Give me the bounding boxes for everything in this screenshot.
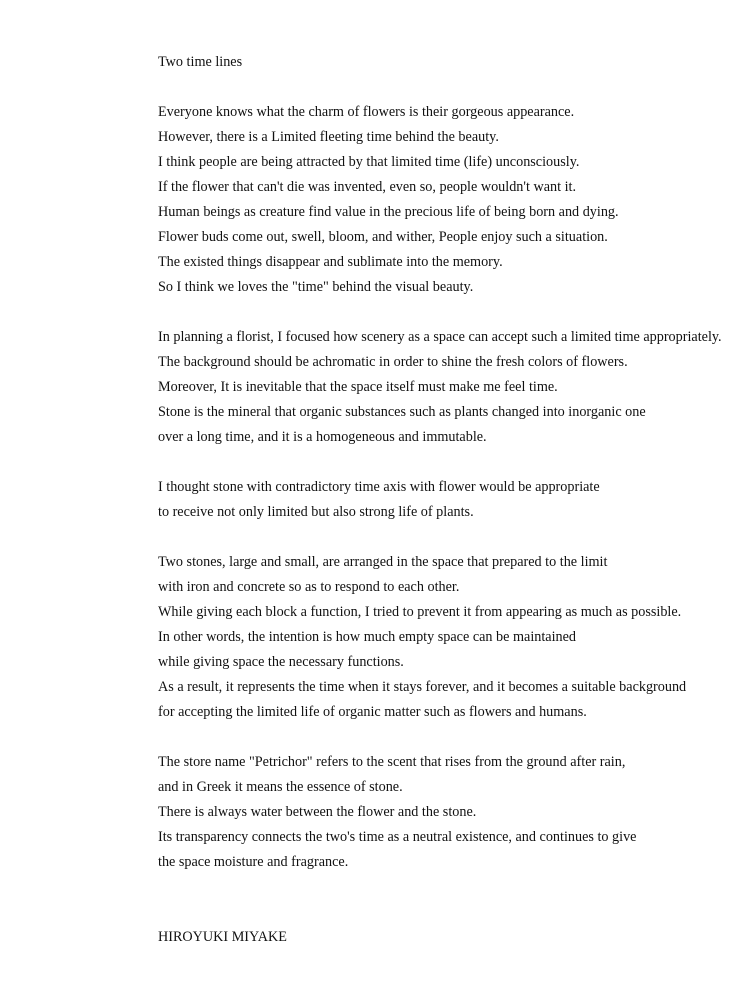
text-line: The existed things disappear and sublimate into the memory. [158, 254, 503, 270]
text-line: to receive not only limited but also strong life of plants. [158, 504, 474, 520]
paragraph-4 [158, 552, 738, 727]
text-line: and in Greek it means the essence of stone. [158, 779, 403, 795]
text-line: Moreover, It is inevitable that the space itself must make me feel time. [158, 379, 558, 395]
paragraph-spacer [158, 77, 738, 102]
author-signature: HIROYUKI MIYAKE [158, 929, 287, 945]
signature-spacer [158, 877, 738, 927]
paragraph-spacer [158, 527, 738, 552]
text-line: If the flower that can't die was invented, even so, people wouldn't want it. [158, 179, 577, 195]
text-line: with iron and concrete so as to respond to each other. [158, 579, 460, 595]
text-line: Its transparency connects the two's time as a neutral existence, and continues to give [158, 829, 637, 845]
text-line: In other words, the intention is how much empty space can be maintained [158, 629, 577, 645]
paragraph-3 [158, 477, 738, 527]
text-line: Human beings as creature find value in the precious life of being born and dying. [158, 204, 619, 220]
text-line: In planning a florist, I focused how scenery as a space can accept such a limited time appropriately. [158, 329, 722, 345]
text-line: while giving space the necessary functions. [158, 654, 404, 670]
text-line: So I think we loves the "time" behind the visual beauty. [158, 279, 474, 295]
text-line: Two stones, large and small, are arranged in the space that prepared to the limit [158, 554, 608, 570]
paragraph-spacer [158, 727, 738, 752]
text-line: The store name "Petrichor" refers to the scent that rises from the ground after rain, [158, 754, 626, 770]
text-line: the space moisture and fragrance. [158, 854, 349, 870]
text-line: Flower buds come out, swell, bloom, and wither, People enjoy such a situation. [158, 229, 608, 245]
text-line: As a result, it represents the time when it stays forever, and it becomes a suitable background [158, 679, 687, 695]
text-line: Everyone knows what the charm of flowers is their gorgeous appearance. [158, 104, 575, 120]
text-line: for accepting the limited life of organic matter such as flowers and humans. [158, 704, 587, 720]
paragraph-spacer [158, 452, 738, 477]
text-line: However, there is a Limited fleeting time behind the beauty. [158, 129, 499, 145]
text-line: I think people are being attracted by that limited time (life) unconsciously. [158, 154, 580, 170]
paragraph-spacer [158, 302, 738, 327]
text-line: I thought stone with contradictory time axis with flower would be appropriate [158, 479, 600, 495]
paragraph-5 [158, 752, 738, 877]
document-body [158, 52, 738, 952]
text-line: over a long time, and it is a homogeneous and immutable. [158, 429, 487, 445]
paragraph-2 [158, 327, 738, 452]
text-line: Stone is the mineral that organic substances such as plants changed into inorganic one [158, 404, 646, 420]
document-title: Two time lines [158, 54, 243, 70]
text-line: While giving each block a function, I tried to prevent it from appearing as much as possible. [158, 604, 682, 620]
text-line: There is always water between the flower and the stone. [158, 804, 477, 820]
text-line: The background should be achromatic in order to shine the fresh colors of flowers. [158, 354, 628, 370]
paragraph-1 [158, 102, 738, 302]
